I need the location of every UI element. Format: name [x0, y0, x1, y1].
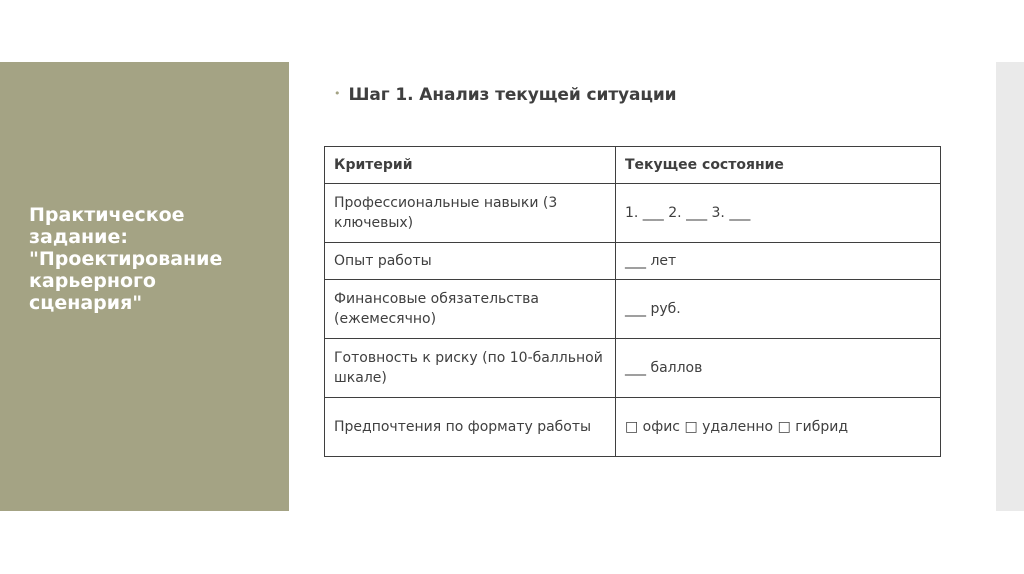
criterion-cell: Предпочтения по формату работы: [325, 398, 616, 457]
state-cell: 1. ___ 2. ___ 3. ___: [616, 184, 941, 243]
header-criterion: Критерий: [325, 147, 616, 184]
table-row: [325, 280, 941, 339]
criterion-cell: Готовность к риску (по 10-балльной шкале): [325, 339, 616, 398]
state-cell: ___ баллов: [616, 339, 941, 398]
step-heading: Шаг 1. Анализ текущей ситуации: [348, 85, 677, 105]
criterion-cell: Финансовые обязательства (ежемесячно): [325, 280, 616, 339]
table-row: [325, 398, 941, 457]
table-header-row: [325, 147, 941, 184]
criterion-cell: Опыт работы: [325, 243, 616, 280]
header-current-state: Текущее состояние: [616, 147, 941, 184]
state-cell: □ офис □ удаленно □ гибрид: [616, 398, 941, 457]
table-row: [325, 339, 941, 398]
table-row: [325, 243, 941, 280]
bullet-icon: •: [334, 87, 341, 100]
heading-row: [334, 85, 677, 105]
criterion-cell: Профессиональные навыки (3 ключевых): [325, 184, 616, 243]
table-row: [325, 184, 941, 243]
slide-title: Практическое задание: "Проектирование карьерного сценария": [29, 204, 223, 314]
state-cell: ___ лет: [616, 243, 941, 280]
state-cell: ___ руб.: [616, 280, 941, 339]
criteria-table: [324, 146, 941, 457]
scroll-strip: [996, 62, 1024, 511]
